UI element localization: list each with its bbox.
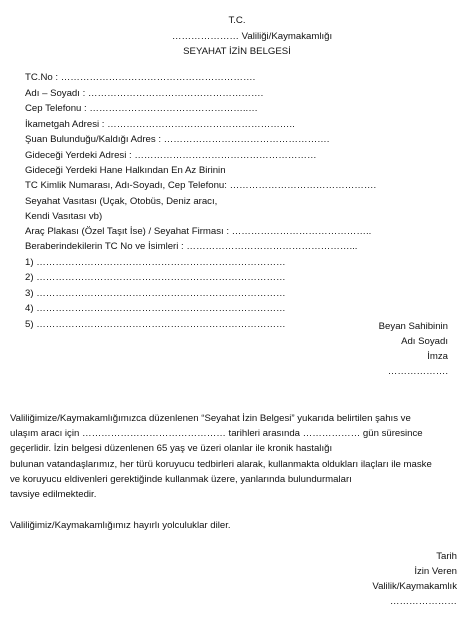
field-mobile-phone: Cep Telefonu : …………………………………………..… xyxy=(25,103,258,114)
companion-line: 1) …………………………………………………………………… xyxy=(25,257,286,268)
declarant-signature-title: Beyan Sahibinin xyxy=(378,321,448,332)
field-travel-vehicle-examples: Kendi Vasıtası vb) xyxy=(25,211,103,222)
companion-line: 4) …………………………………………………………………… xyxy=(25,303,286,314)
issuer-grantor-label: İzin Veren xyxy=(414,566,457,577)
companion-line: 3) …………………………………………………………………… xyxy=(25,288,286,299)
header-authority: ………………… Valiliği/Kaymakamlığı xyxy=(171,31,333,42)
companion-line: 2) …………………………………………………………………… xyxy=(25,272,286,283)
declarant-name-label: Adı Soyadı xyxy=(401,336,448,347)
field-tc-no: TC.No : ……………………………………………………. xyxy=(25,72,256,83)
field-vehicle-plate: Araç Plakası (Özel Taşıt İse) / Seyahat Firması : …………………………………….. xyxy=(25,226,372,237)
paragraph-line: geçerlidir. İzin belgesi düzenlenen 65 yaş ve üzeri olanlar ile kronik hastalığı xyxy=(10,443,333,454)
issuer-sign-line: ………………… xyxy=(389,596,457,607)
paragraph-line: tavsiye edilmektedir. xyxy=(10,489,97,500)
field-destination-address: Gideceği Yerdeki Adresi : ………………………………………………… xyxy=(25,150,317,161)
field-destination-household-label: Gideceği Yerdeki Hane Halkından En Az Birinin xyxy=(25,165,226,176)
paragraph-line: ulaşım aracı için ……………………………………… tarihleri arasında ……………… gün süresince xyxy=(10,428,423,439)
paragraph-line: bulunan vatandaşlarımız, her türü koruyucu tedbirleri alarak, kullanmakta oldukları ilaçları ile maske xyxy=(10,459,432,470)
field-destination-household-contact: TC Kimlik Numarası, Adı-Soyadı, Cep Telefonu: ………………………………………. xyxy=(25,180,377,191)
field-current-address: Şuan Bulunduğu/Kaldığı Adres : ……………………………………………. xyxy=(25,134,330,145)
declarant-sign-label: İmza xyxy=(427,351,448,362)
header-country: T.C. xyxy=(228,15,246,26)
field-residence-address: İkametgah Adresi : ………………………………………………….. xyxy=(25,119,295,130)
companion-line: 5) …………………………………………………………………… xyxy=(25,319,286,330)
closing-wish: Valiliğimiz/Kaymakamlığımız hayırlı yolculuklar diler. xyxy=(10,520,231,531)
field-companions-label: Beraberindekilerin TC No ve İsimleri : ……………………………………………... xyxy=(25,241,358,252)
document-title: SEYAHAT İZİN BELGESİ xyxy=(183,46,291,57)
issuer-date-label: Tarih xyxy=(436,551,457,562)
issuer-authority-label: Valilik/Kaymakamlık xyxy=(372,581,457,592)
paragraph-line: Valiliğimize/Kaymakamlığımızca düzenlenen “Seyahat İzin Belgesi” yukarıda belirtilen şahıs ve xyxy=(10,413,411,424)
field-travel-vehicle-label: Seyahat Vasıtası (Uçak, Otobüs, Deniz aracı, xyxy=(25,196,218,207)
field-name-surname: Adı – Soyadı : ………………………………………………. xyxy=(25,88,264,99)
paragraph-line: ve koruyucu eldivenleri gerektiğinde kullanmak üzere, yanlarında bulundurmaları xyxy=(10,474,352,485)
declarant-sign-line: ………………. xyxy=(387,366,448,377)
